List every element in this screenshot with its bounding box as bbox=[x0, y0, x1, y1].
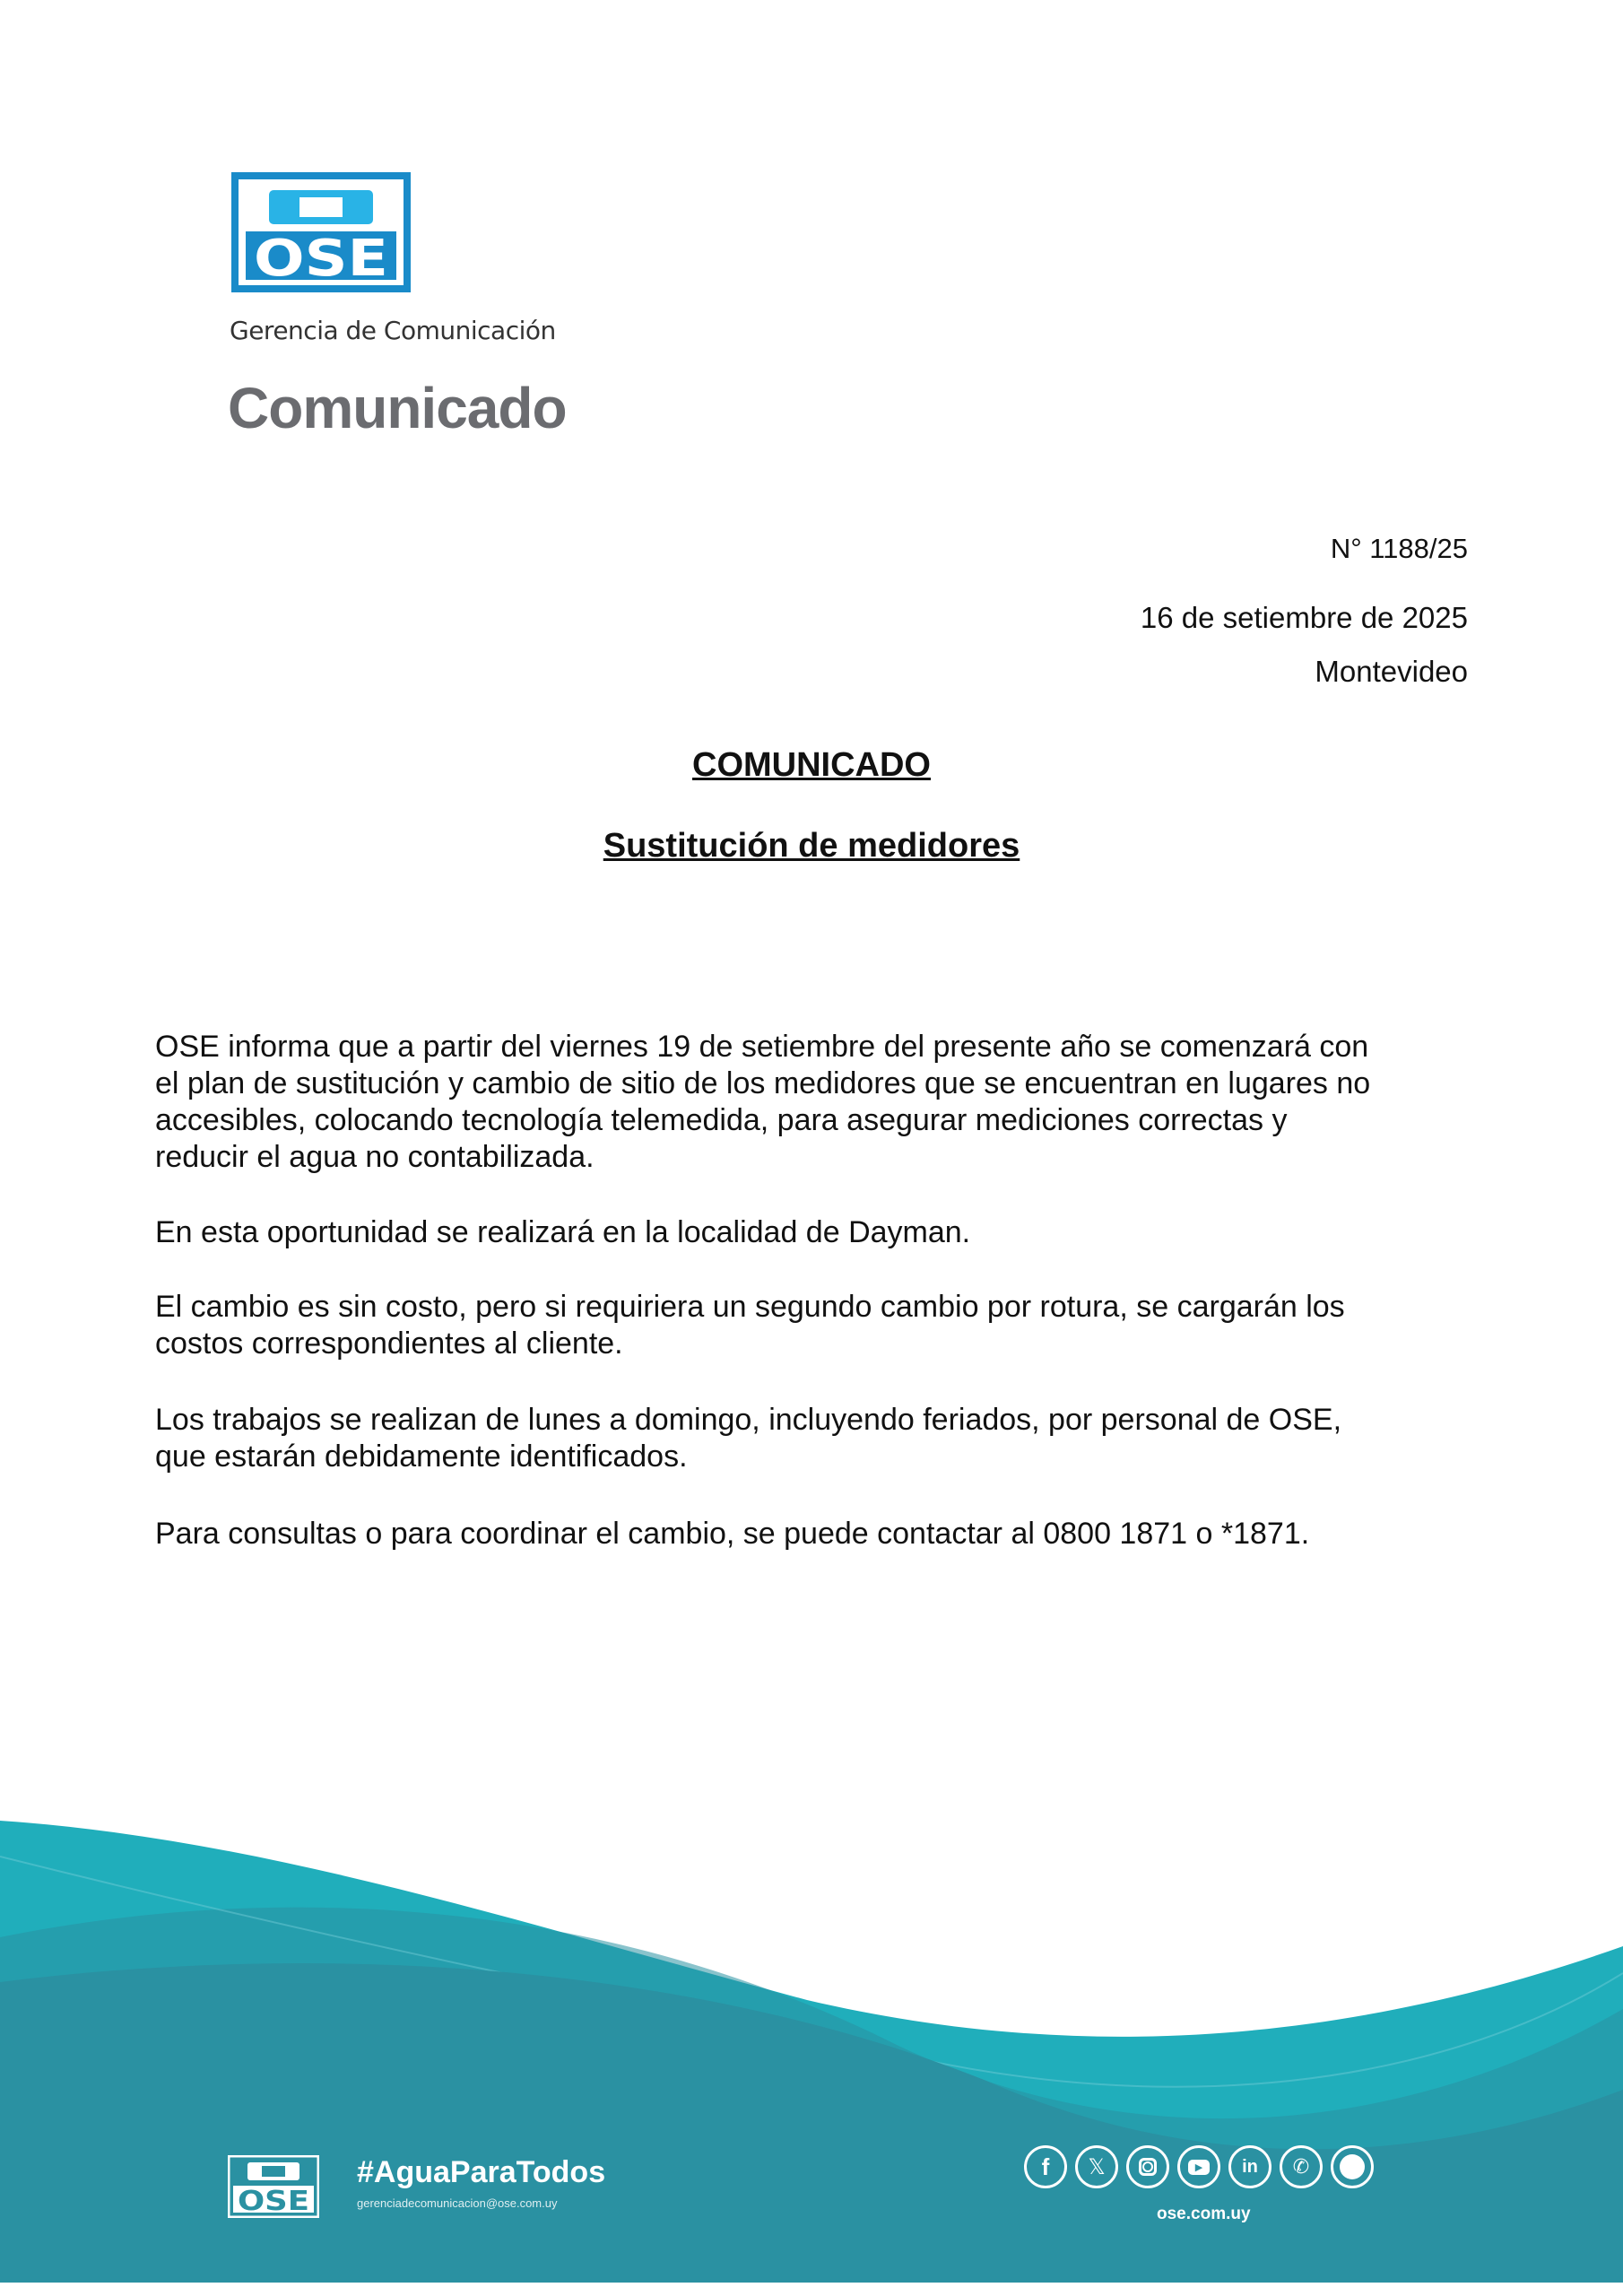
footer-website[interactable]: ose.com.uy bbox=[1157, 2205, 1251, 2223]
footer-wave-background bbox=[0, 1821, 1623, 2296]
document-number: N° 1188/25 bbox=[1330, 533, 1468, 564]
document-type-heading: Comunicado bbox=[228, 376, 567, 440]
ose-logo bbox=[231, 172, 411, 292]
x-icon[interactable]: 𝕏 bbox=[1075, 2145, 1118, 2188]
document-subtitle: Sustitución de medidores bbox=[603, 827, 1020, 865]
paragraph-3 bbox=[155, 1289, 1482, 1362]
svg-text:OSE: OSE bbox=[254, 230, 388, 288]
paragraph-line: el plan de sustitución y cambio de sitio de los medidores que se encuentran en lugares no bbox=[155, 1066, 1371, 1100]
department-name: Gerencia de Comunicación bbox=[230, 316, 556, 345]
svg-text:OSE: OSE bbox=[238, 2186, 309, 2217]
linkedin-icon[interactable]: in bbox=[1228, 2145, 1271, 2188]
paragraph-4 bbox=[155, 1402, 1482, 1475]
paragraph-line: En esta oportunidad se realizará en la localidad de Dayman. bbox=[155, 1215, 971, 1249]
whatsapp-icon[interactable]: ✆ bbox=[1280, 2145, 1323, 2188]
social-icons bbox=[1024, 2145, 1374, 2188]
paragraph-line: Los trabajos se realizan de lunes a domingo, incluyendo feriados, por personal de OSE, bbox=[155, 1403, 1342, 1437]
document-date: 16 de setiembre de 2025 bbox=[1140, 601, 1468, 634]
web-icon[interactable] bbox=[1331, 2145, 1374, 2188]
paragraph-1 bbox=[155, 1029, 1482, 1176]
paragraph-line: costos correspondientes al cliente. bbox=[155, 1326, 623, 1361]
paragraph-line: que estarán debidamente identificados. bbox=[155, 1439, 688, 1474]
document-city: Montevideo bbox=[1315, 655, 1468, 688]
paragraph-line: Para consultas o para coordinar el cambio, se puede contactar al 0800 1871 o *1871. bbox=[155, 1517, 1310, 1551]
facebook-icon[interactable]: f bbox=[1024, 2145, 1067, 2188]
footer-ose-logo bbox=[228, 2155, 319, 2218]
paragraph-line: El cambio es sin costo, pero si requiriera un segundo cambio por rotura, se cargarán los bbox=[155, 1290, 1345, 1324]
footer-hashtag: #AguaParaTodos bbox=[357, 2155, 606, 2189]
paragraph-line: accesibles, colocando tecnología telemedida, para asegurar mediciones correctas y bbox=[155, 1103, 1288, 1137]
paragraph-line: reducir el agua no contabilizada. bbox=[155, 1140, 595, 1174]
footer-email[interactable]: gerenciadecomunicacion@ose.com.uy bbox=[357, 2196, 558, 2210]
document-title: COMUNICADO bbox=[692, 746, 931, 784]
paragraph-line: OSE informa que a partir del viernes 19 de setiembre del presente año se comenzará con bbox=[155, 1030, 1369, 1064]
youtube-icon[interactable]: ▶ bbox=[1177, 2145, 1220, 2188]
instagram-icon[interactable] bbox=[1126, 2145, 1169, 2188]
paragraph-5 bbox=[155, 1516, 1482, 1552]
paragraph-2 bbox=[155, 1214, 1482, 1251]
